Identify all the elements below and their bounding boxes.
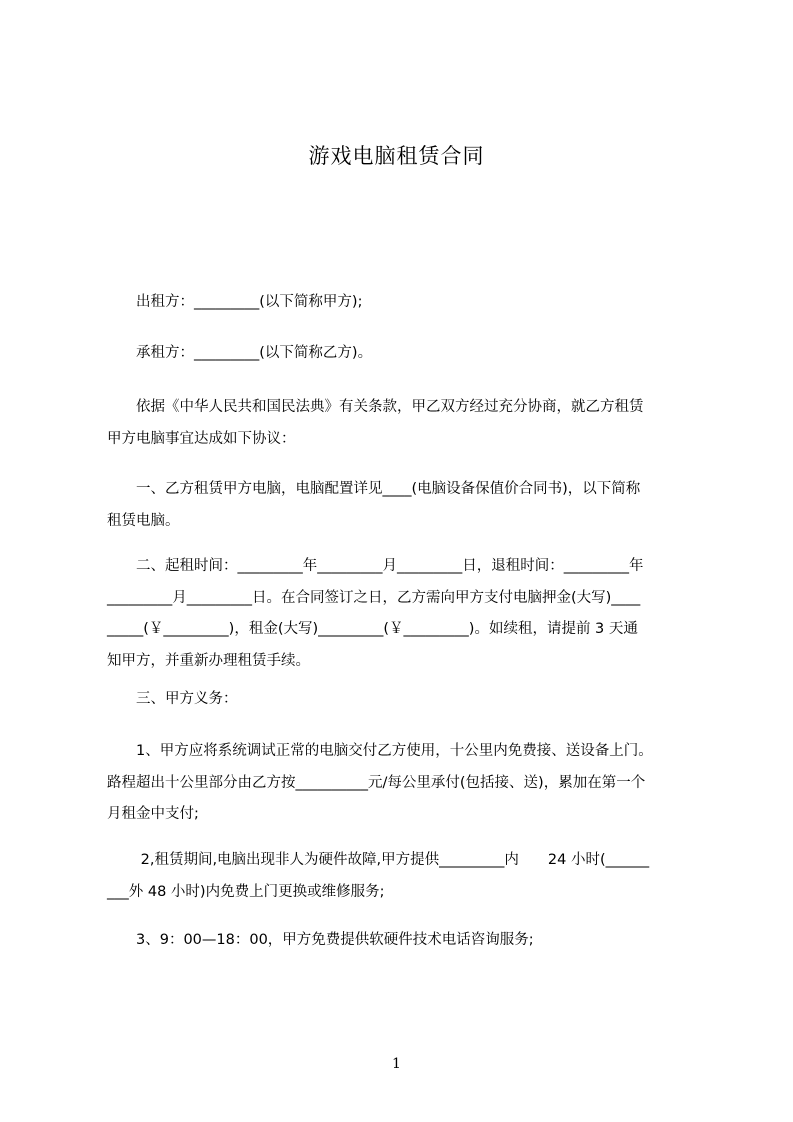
- clause-3-item-2: [107, 845, 701, 908]
- clause-3-heading: [107, 684, 701, 716]
- text-line: 知甲方，并重新办理租赁手续。: [107, 652, 310, 669]
- clause-3-item-1: [107, 736, 701, 831]
- preamble-paragraph: [107, 392, 701, 455]
- lessee-line: [107, 338, 701, 370]
- text-line: 三、甲方义务：: [107, 691, 238, 707]
- text-line: 出租方：_________(以下简称甲方);: [107, 294, 363, 310]
- page-number: 1: [392, 1056, 401, 1072]
- text-line: 1、甲方应将系统调试正常的电脑交付乙方使用，十公里内免费接、送设备上门。: [107, 743, 653, 759]
- clause-2-paragraph: [107, 551, 701, 677]
- text-line: ___外 48 小时)内免费上门更换或维修服务;: [107, 883, 385, 900]
- clause-3-item-3: [107, 925, 701, 957]
- text-line: 租赁电脑。: [107, 512, 180, 529]
- text-line: _____(￥_________)，租金(大写)_________(￥_________)。如续租，请提前 3 天通: [107, 621, 638, 637]
- text-line: _________月_________日。在合同签订之日，乙方需向甲方支付电脑押金(大写)____: [107, 589, 641, 606]
- clause-1-paragraph: [107, 474, 701, 537]
- text-line: 二、起租时间：_________年_________月_________日，退租时间：_________年: [107, 558, 644, 574]
- text-line: 月租金中支付;: [107, 806, 199, 822]
- text-line: 2,租赁期间,电脑出现非人为硬件故障,甲方提供_________内 24 小时(______: [107, 852, 650, 868]
- text-line: 承租方：_________(以下简称乙方)。: [107, 345, 373, 361]
- text-line: 一、乙方租赁甲方电脑，电脑配置详见____(电脑设备保值价合同书)，以下简称: [107, 481, 641, 497]
- text-line: 路程超出十公里部分由乙方按__________元/每公里承付(包括接、送)，累加在第一个: [107, 774, 646, 791]
- text-line: 甲方电脑事宜达成如下协议：: [107, 430, 296, 447]
- document-title: 游戏电脑租赁合同: [308, 144, 485, 168]
- text-line: 依据《中华人民共和国民法典》有关条款，甲乙双方经过充分协商，就乙方租赁: [107, 399, 644, 415]
- text-line: 3、9：00—18：00，甲方免费提供软硬件技术电话咨询服务;: [107, 932, 534, 948]
- lessor-line: [107, 287, 701, 319]
